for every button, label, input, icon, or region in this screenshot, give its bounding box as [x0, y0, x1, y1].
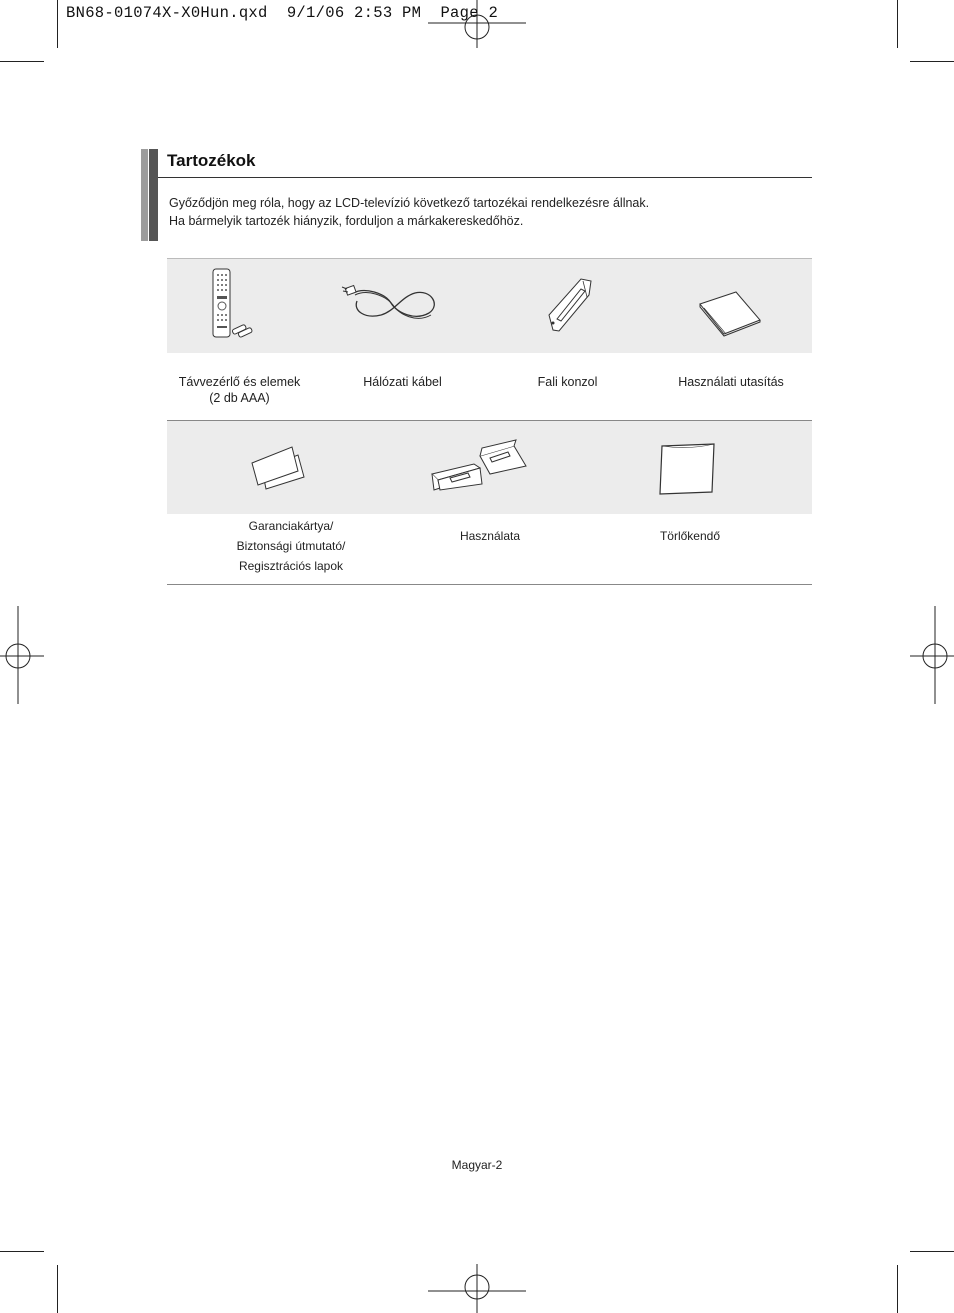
remote-control-icon: [210, 268, 254, 340]
caption-manual: Használati utasítás: [678, 375, 784, 389]
caption-remote-line-1: Távvezérlő és elemek: [178, 375, 301, 389]
intro-line-2: Ha bármelyik tartozék hiányzik, forduljon a márkakereskedőhöz.: [169, 214, 524, 228]
registration-mark-right-icon: [908, 606, 954, 706]
warranty-cards-icon: [250, 443, 306, 491]
cleaning-cloth-icon: [658, 442, 716, 496]
intro-text: [169, 194, 649, 230]
section-marker-dark: [149, 149, 158, 241]
section-marker-light: [141, 149, 148, 241]
stand-brackets-icon: [428, 440, 530, 496]
intro-line-1: Győződjön meg róla, hogy az LCD-televízió következő tartozékai rendelkezésre állnak.: [169, 196, 650, 210]
caption-remote-line-2: (2 db AAA): [209, 391, 270, 405]
manual-booklet-icon: [698, 290, 762, 336]
power-cable-icon: [345, 283, 440, 325]
caption-remote: [162, 374, 317, 406]
registration-mark-left-icon: [0, 606, 46, 706]
wall-bracket-icon: [543, 275, 595, 335]
caption-power-cable: Hálózati kábel: [363, 375, 442, 389]
caption-stand-brackets: Használata: [459, 529, 521, 543]
caption-cleaning-cloth: Törlőkendő: [659, 529, 721, 543]
title-underline: [158, 177, 812, 178]
caption-warranty-line-1: Garanciakártya/: [248, 519, 334, 533]
table-bottom-rule: [167, 584, 812, 585]
registration-mark-bottom-icon: [428, 1264, 528, 1313]
row-1-top-rule: [167, 258, 812, 259]
caption-warranty-line-2: Biztonsági útmutató/: [236, 539, 346, 553]
print-slug: BN68-01074X-X0Hun.qxd 9/1/06 2:53 PM Page 2: [66, 4, 499, 22]
page-footer: Magyar-2: [451, 1158, 503, 1172]
section-title: Tartozékok: [167, 151, 256, 170]
caption-wall-bracket: Fali konzol: [537, 375, 598, 389]
caption-warranty-line-3: Regisztrációs lapok: [238, 559, 344, 573]
caption-warranty: [216, 516, 366, 576]
